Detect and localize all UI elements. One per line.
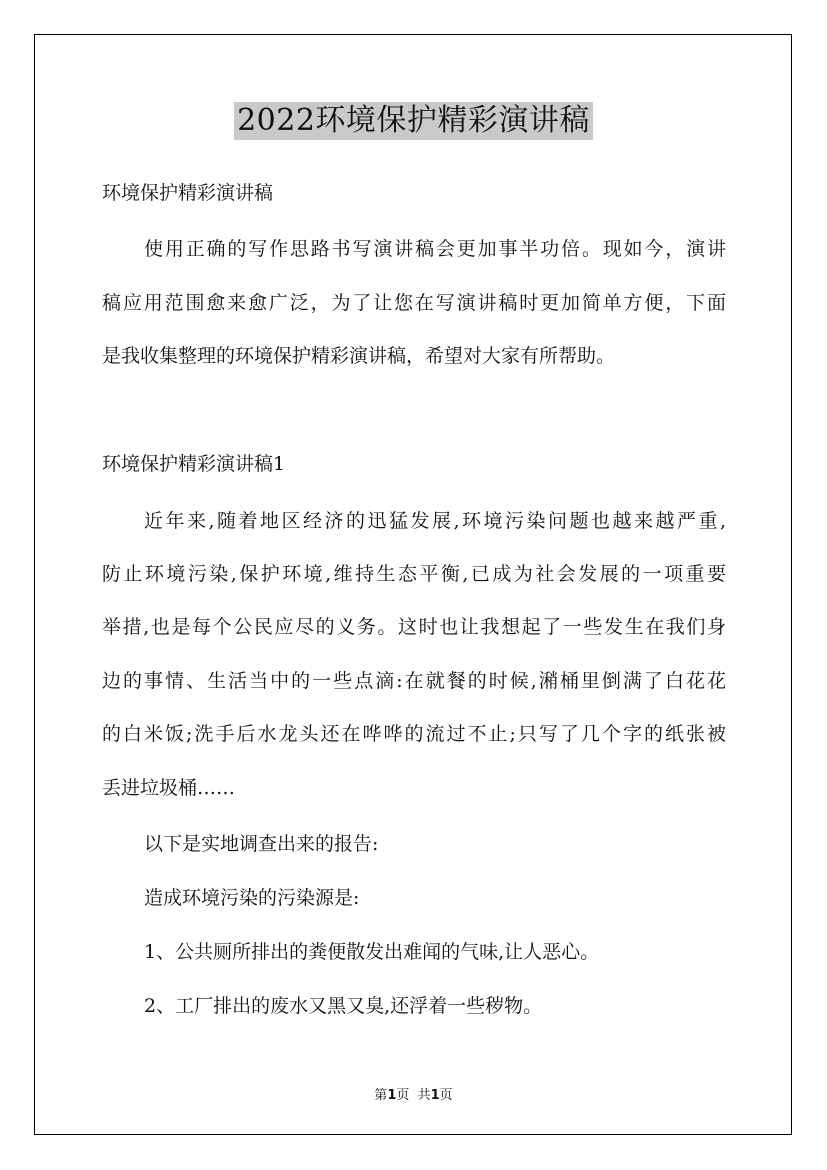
intro-line: 使用正确的写作思路书写演讲稿会更加事半功倍。现如今，演讲 xyxy=(144,238,726,260)
list-item: 2、工厂排出的废水又黑又臭,还浮着一些秽物。 xyxy=(144,995,543,1017)
body-line: 近年来,随着地区经济的迅猛发展,环境污染问题也越来越严重, xyxy=(144,510,726,532)
body-line: 丢进垃圾桶…… xyxy=(102,777,236,799)
body-line: 防止环境污染,保护环境,维持生态平衡,已成为社会发展的一项重要 xyxy=(102,563,726,585)
page-number: 1 xyxy=(387,1088,397,1103)
intro-line: 稿应用范围愈来愈广泛，为了让您在写演讲稿时更加简单方便，下面 xyxy=(102,292,726,314)
page-footer: 第1页 共1页 xyxy=(374,1088,453,1103)
intro-line: 是我收集整理的环境保护精彩演讲稿，希望对大家有所帮助。 xyxy=(102,345,616,367)
section-heading: 环境保护精彩演讲稿1 xyxy=(102,453,286,475)
body-line: 举措,也是每个公民应尽的义务。这时也让我想起了一些发生在我们身 xyxy=(102,616,726,638)
document-title: 2022环境保护精彩演讲稿 xyxy=(234,102,593,140)
list-item: 1、公共厕所排出的粪便散发出难闻的气味,让人恶心。 xyxy=(144,941,600,963)
sources-heading: 造成环境污染的污染源是: xyxy=(144,887,360,909)
body-line: 的白米饭;洗手后水龙头还在哗哗的流过不止;只写了几个字的纸张被 xyxy=(102,723,726,745)
body-line: 边的事情、生活当中的一些点滴:在就餐的时候,潲桶里倒满了白花花 xyxy=(102,670,726,692)
subtitle: 环境保护精彩演讲稿 xyxy=(102,182,274,204)
report-intro: 以下是实地调查出来的报告: xyxy=(144,833,379,855)
page-total: 1 xyxy=(430,1088,440,1103)
